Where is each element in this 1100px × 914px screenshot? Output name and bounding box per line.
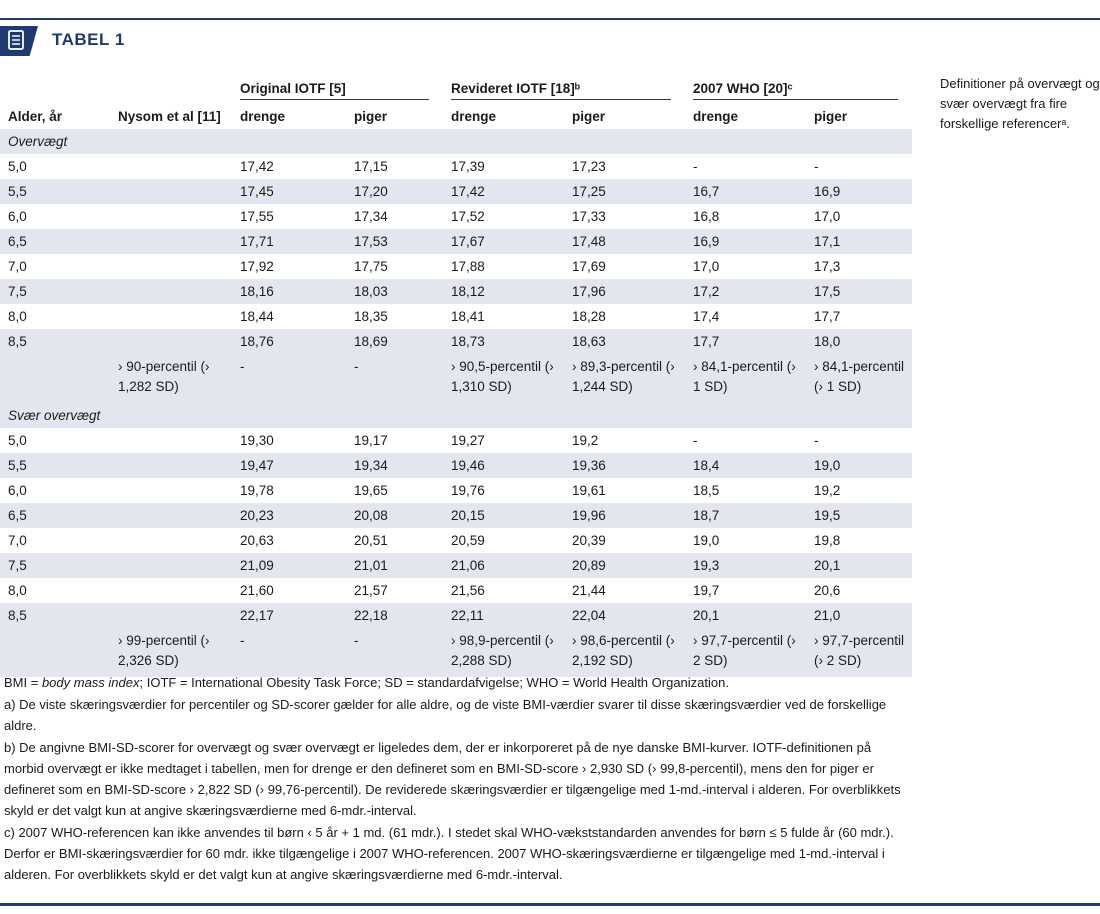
criteria-cell (0, 628, 110, 677)
table-cell (110, 254, 232, 279)
table-cell (110, 304, 232, 329)
criteria-cell: - (346, 354, 443, 403)
table-cell (110, 229, 232, 254)
table-cell: 6,5 (0, 503, 110, 528)
table-cell: 16,8 (693, 209, 720, 224)
table-cell: 19,47 (232, 453, 346, 478)
table-cell: 20,39 (572, 533, 606, 548)
table-cell: 17,3 (814, 259, 841, 274)
criteria-cell: - (232, 354, 346, 403)
table-cell: 19,76 (451, 483, 485, 498)
table-cell: 18,7 (685, 503, 806, 528)
table-cell (110, 553, 232, 578)
criteria-cell: › 99-percentil (› 2,326 SD) (110, 628, 232, 677)
table-cell: 18,69 (346, 329, 443, 354)
table-cell: 22,04 (564, 603, 685, 628)
criteria-row (0, 628, 912, 677)
criteria-cell: › 84,1-percentil (› 1 SD) (685, 354, 806, 403)
table-cell: 18,41 (451, 309, 485, 324)
table-cell: 20,1 (806, 553, 912, 578)
criteria-cell: - (232, 628, 346, 677)
table-cell (110, 578, 232, 603)
column-header-row (0, 103, 912, 129)
table-cell: 20,89 (564, 553, 685, 578)
table-cell: 20,59 (451, 533, 485, 548)
table-cell (110, 453, 232, 478)
table-cell: 19,46 (443, 453, 564, 478)
criteria-cell: › 98,6-percentil (› 2,192 SD) (564, 628, 685, 677)
table-row (0, 279, 912, 304)
table-row (0, 528, 912, 553)
top-rule (0, 18, 1100, 20)
column-header: piger (572, 108, 606, 124)
criteria-cell: › 84,1-percentil (› 1 SD) (806, 354, 912, 403)
table-cell: 17,92 (240, 259, 274, 274)
criteria-cell: › 98,9-percentil (› 2,288 SD) (443, 628, 564, 677)
table-cell: 19,27 (451, 433, 485, 448)
table-cell: 8,0 (8, 583, 27, 598)
table-cell: 21,44 (572, 583, 606, 598)
table-cell: 18,63 (564, 329, 685, 354)
table-cell (110, 478, 232, 503)
table-cell: 17,7 (814, 309, 841, 324)
bmi-table (0, 74, 912, 677)
table-cell: 22,18 (346, 603, 443, 628)
footnote-abbreviations: BMI = body mass index; IOTF = International Obesity Task Force; SD = standardafvigelse; WHO = World Health Organization. (4, 675, 729, 690)
table-cell: 19,5 (806, 503, 912, 528)
section-row (0, 403, 912, 428)
table-cell: 18,4 (685, 453, 806, 478)
table-cell: 5,5 (0, 179, 110, 204)
table-cell: 18,12 (443, 279, 564, 304)
table-cell: 19,61 (572, 483, 606, 498)
table-cell: 19,0 (806, 453, 912, 478)
table-row (0, 503, 912, 528)
table-cell (110, 503, 232, 528)
column-header: drenge (240, 108, 286, 124)
table-cell (110, 528, 232, 553)
table-cell: 21,0 (806, 603, 912, 628)
table-cell (110, 603, 232, 628)
table-cell: 17,39 (451, 159, 485, 174)
column-header: piger (354, 108, 388, 124)
section-row (0, 129, 912, 154)
table-cell: 17,71 (232, 229, 346, 254)
table-cell: 17,42 (443, 179, 564, 204)
table-cell: 8,0 (8, 309, 27, 324)
table-cell: 17,33 (572, 209, 606, 224)
table-cell: 18,03 (346, 279, 443, 304)
group-header-original-iotf: Original IOTF [5] (232, 74, 443, 103)
criteria-cell: › 97,7-percentil (› 2 SD) (685, 628, 806, 677)
table-title: TABEL 1 (52, 30, 125, 49)
table-cell: 17,55 (240, 209, 274, 224)
criteria-cell: › 89,3-percentil (› 1,244 SD) (564, 354, 685, 403)
footnote-c: c) 2007 WHO-referencen kan ikke anvendes til børn ‹ 5 år + 1 md. (61 mdr.). I stedet skal WHO-vækststandarden anvendes for børn ≤ 5 fulde år (60 mdr.). Derfor er BMI-skæringsværdier for 60 mdr. ikke tilgængelige i 2007 WHO-referencen. 2007 WHO-skæringsværdierne er tilgængelige med 1-md.-interval i alderen. For overblikkets skyld er det valgt kun at angive skæringsværdierne med 6-mdr.-interval. (4, 825, 894, 882)
table-cell (110, 204, 232, 229)
table-cell: 7,5 (0, 553, 110, 578)
table-cell: 18,16 (232, 279, 346, 304)
table-cell: 17,15 (354, 159, 388, 174)
table-row (0, 179, 912, 204)
table-cell: 17,2 (685, 279, 806, 304)
table-cell: 19,34 (346, 453, 443, 478)
table-cell: 20,23 (232, 503, 346, 528)
table-cell: 20,08 (346, 503, 443, 528)
table-cell: 17,7 (685, 329, 806, 354)
table-header (0, 26, 1100, 60)
table-cell: 17,69 (572, 259, 606, 274)
table-cell: 6,0 (8, 483, 27, 498)
table-cell: 7,0 (8, 533, 27, 548)
table-cell: 17,34 (354, 209, 388, 224)
table-cell: 7,0 (8, 259, 27, 274)
table-cell: 19,2 (572, 433, 599, 448)
table-row (0, 304, 912, 329)
table-cell: 19,3 (685, 553, 806, 578)
table-cell: 17,23 (572, 159, 606, 174)
group-header-who-2007: 2007 WHO [20]ᶜ (685, 74, 912, 103)
table-cell: 17,88 (451, 259, 485, 274)
table-cell: 19,36 (564, 453, 685, 478)
table-cell: 21,06 (443, 553, 564, 578)
table-cell: 21,09 (232, 553, 346, 578)
table-cell: 18,35 (354, 309, 388, 324)
table-row (0, 428, 912, 453)
table-cell: 22,11 (443, 603, 564, 628)
table-cell (110, 329, 232, 354)
table-cell: 16,9 (685, 229, 806, 254)
group-header-revideret-iotf: Revideret IOTF [18]ᵇ (443, 74, 685, 103)
table-cell: 17,0 (814, 209, 841, 224)
table-cell: 5,0 (8, 159, 27, 174)
table-cell: 21,01 (346, 553, 443, 578)
table-cell: 20,51 (354, 533, 388, 548)
footnotes (0, 672, 910, 886)
table-cell: 19,0 (693, 533, 720, 548)
table-row (0, 154, 912, 179)
table-cell: 18,73 (443, 329, 564, 354)
table-cell: 18,28 (572, 309, 606, 324)
table-cell: 19,2 (814, 483, 841, 498)
footnote-b: b) De angivne BMI-SD-scorer for overvægt og svær overvægt er ligeledes dem, der er inkorporeret på de nye danske BMI-kurver. IOTF-definitionen på morbid overvægt er ikke medtaget i tabellen, men for drenge er den defineret som en BMI-SD-score › 2,930 SD (› 99,8-percentil), mens den for piger er defineret som en BMI-SD-score › 2,822 SD (› 99,76-percentil). De reviderede skæringsværdier er tilgængelige med 1-md.-interval i alderen. For overblikkets skyld er det valgt kun at angive skæringsværdierne med 6-mdr.-interval. (4, 740, 901, 818)
table-cell: 16,7 (685, 179, 806, 204)
table-row (0, 453, 912, 478)
table-row (0, 254, 912, 279)
table-row (0, 478, 912, 503)
table-cell: 21,57 (354, 583, 388, 598)
footnote-a: a) De viste skæringsværdier for percentiler og SD-scorer gælder for alle aldre, og de viste BMI-værdier svarer til disse skæringsværdier ved de forskellige aldre. (4, 697, 887, 733)
column-header: Alder, år (8, 108, 63, 124)
table-cell: 17,67 (443, 229, 564, 254)
table-cell (110, 428, 232, 453)
group-header-row (0, 74, 912, 103)
table-cell: 17,52 (451, 209, 485, 224)
column-header: drenge (693, 108, 739, 124)
column-header: piger (814, 108, 848, 124)
table-cell: 20,1 (685, 603, 806, 628)
table-cell: 16,9 (806, 179, 912, 204)
table-cell: 19,96 (564, 503, 685, 528)
table-cell: 17,48 (564, 229, 685, 254)
table-cell: 17,5 (806, 279, 912, 304)
table-row (0, 553, 912, 578)
table-cell: 7,5 (0, 279, 110, 304)
table-cell: 17,96 (564, 279, 685, 304)
table-cell: 20,63 (240, 533, 274, 548)
table-cell: 17,1 (806, 229, 912, 254)
table-body (0, 129, 912, 677)
table-cell: 22,17 (232, 603, 346, 628)
table-cell: 17,4 (693, 309, 720, 324)
table-row (0, 329, 912, 354)
criteria-cell: › 90,5-percentil (› 1,310 SD) (443, 354, 564, 403)
section-label: Svær overvægt (0, 403, 912, 428)
table-cell (110, 154, 232, 179)
table-cell: 6,0 (8, 209, 27, 224)
table-cell: 17,53 (346, 229, 443, 254)
section-label: Overvægt (0, 129, 912, 154)
table-cell: 19,78 (240, 483, 274, 498)
criteria-cell: › 90-percentil (› 1,282 SD) (110, 354, 232, 403)
table-cell: 17,0 (693, 259, 720, 274)
table-cell: - (693, 159, 698, 174)
table-cell (110, 279, 232, 304)
table-cell: 5,5 (0, 453, 110, 478)
table-cell: 21,60 (240, 583, 274, 598)
document-icon (0, 26, 38, 56)
table-cell: 6,5 (0, 229, 110, 254)
table-row (0, 603, 912, 628)
table-cell: 8,5 (0, 603, 110, 628)
table-cell: 19,8 (814, 533, 841, 548)
table-cell: 20,15 (443, 503, 564, 528)
criteria-cell: - (346, 628, 443, 677)
table-cell: 17,25 (564, 179, 685, 204)
criteria-cell (0, 354, 110, 403)
column-header: Nysom et al [11] (118, 108, 221, 124)
criteria-row (0, 354, 912, 403)
table-cell: 19,7 (693, 583, 720, 598)
table-cell (110, 179, 232, 204)
table-cell: 18,76 (232, 329, 346, 354)
table-cell: 17,45 (232, 179, 346, 204)
table-cell: 17,20 (346, 179, 443, 204)
table-cell: 20,6 (814, 583, 841, 598)
table-cell: - (814, 159, 819, 174)
table-row (0, 229, 912, 254)
table-row (0, 578, 912, 603)
table-cell: 18,44 (240, 309, 274, 324)
table-row (0, 204, 912, 229)
table-cell: 18,5 (693, 483, 720, 498)
table-cell: 19,30 (240, 433, 274, 448)
side-note: Definitioner på overvægt og svær overvægt fra fire forskellige referencerᵃ. (940, 76, 1100, 131)
table-cell: 21,56 (451, 583, 485, 598)
table-cell: 8,5 (0, 329, 110, 354)
table-cell: 5,0 (8, 433, 27, 448)
table-cell: 19,65 (354, 483, 388, 498)
table-cell: 17,75 (354, 259, 388, 274)
criteria-cell: › 97,7-percentil (› 2 SD) (806, 628, 912, 677)
table-cell: - (693, 433, 698, 448)
table-cell: 18,0 (806, 329, 912, 354)
table-cell: 17,42 (240, 159, 274, 174)
table-cell: 19,17 (354, 433, 388, 448)
column-header: drenge (451, 108, 497, 124)
bottom-rule (0, 903, 1100, 906)
table-cell: - (814, 433, 819, 448)
